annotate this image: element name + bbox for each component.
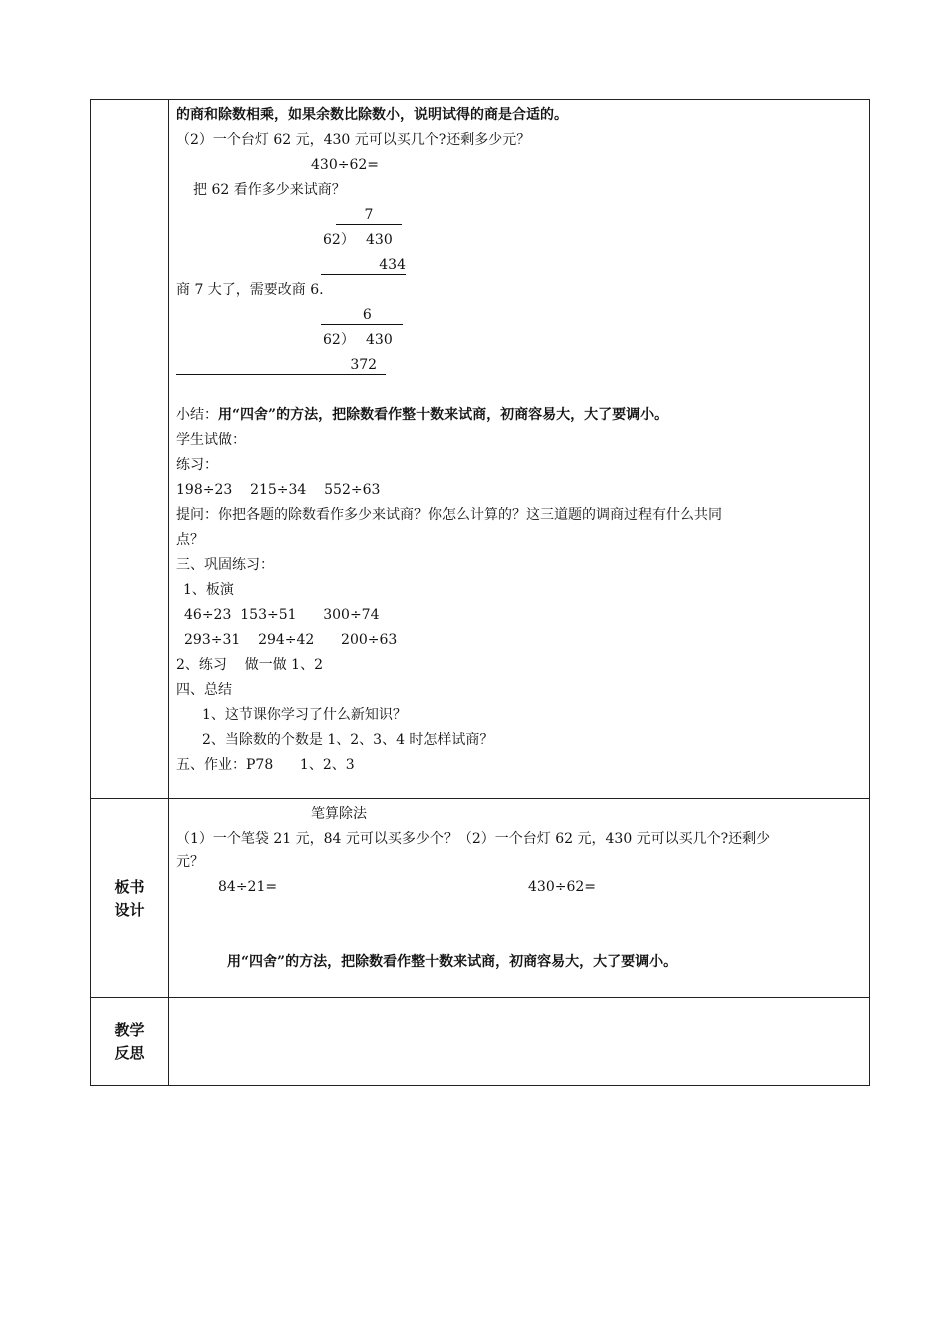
board-equation-2: 430÷62= (528, 879, 596, 895)
calc1-product-value: 434 (321, 256, 406, 275)
board-rule: 用“四舍”的方法，把除数看作整十数来试商，初商容易大，大了要调小。 (227, 954, 678, 970)
calc1-divisor: 62） (323, 232, 355, 248)
calc2-quotient (321, 306, 403, 325)
column-divider (168, 100, 169, 1085)
board-problems-line-1: （1）一个笔袋 21 元，84 元可以买多少个？（2）一个台灯 62 元，430 元可以买几个?还剩少 (176, 831, 771, 847)
conclusion-question-1: 1、这节课你学习了什么新知识？ (202, 707, 407, 723)
process-line-2: （2）一个台灯 62 元，430 元可以买几个?还剩多少元？ (176, 132, 531, 148)
reflection-label (91, 1019, 168, 1065)
question-line-1: 提问：你把各题的除数看作多少来试商？你怎么计算的？这三道题的调商过程有什么共同 (176, 507, 722, 523)
board-problems-line-2: 元？ (176, 854, 204, 870)
practice-label: 练习： (176, 457, 218, 473)
calc2-dividend: 430 (366, 332, 393, 348)
conclusion-heading: 四、总结 (176, 682, 232, 698)
calc1-quotient (336, 206, 402, 225)
summary-prefix: 小结： (176, 407, 218, 423)
process-line-5: 商 7 大了，需要改商 6. (176, 282, 324, 298)
summary-text: 用“四舍”的方法，把除数看作整十数来试商，初商容易大，大了要调小。 (218, 407, 669, 423)
calc1-dividend: 430 (366, 232, 393, 248)
consolidate-heading: 三、巩固练习： (176, 557, 274, 573)
homework: 五、作业：P78 1、2、3 (176, 757, 355, 773)
calc2-quotient-digit: 6 (362, 307, 372, 323)
reflection-label-line-1: 教学 (114, 1021, 145, 1039)
drill-row-1: 46÷23 153÷51 300÷74 (184, 607, 380, 623)
summary (176, 406, 668, 424)
student-try: 学生试做： (176, 432, 246, 448)
board-design-label (91, 876, 168, 922)
board-title: 笔算除法 (311, 806, 367, 822)
process-line-4: 把 62 看作多少来试商？ (193, 182, 346, 198)
exercise: 2、练习 做一做 1、2 (176, 657, 323, 673)
calc2-product-value (176, 356, 386, 375)
calc2-product-digits: 372 (350, 357, 378, 373)
calc2-product (176, 356, 386, 375)
calc1-quotient-value: 7 (336, 206, 402, 225)
calc2-quotient-value (321, 306, 403, 325)
conclusion-question-2: 2、当除数的个数是 1、2、3、4 时怎样试商？ (202, 732, 494, 748)
practice-items: 198÷23 215÷34 552÷63 (176, 482, 381, 498)
process-line-3: 430÷62= (311, 157, 379, 173)
lesson-plan-table (90, 99, 870, 1086)
board-equation-1: 84÷21= (218, 879, 278, 895)
drill-row-2: 293÷31 294÷42 200÷63 (184, 632, 398, 648)
process-line-1: 的商和除数相乘，如果余数比除数小，说明试得的商是合适的。 (176, 107, 568, 123)
reflection-label-line-2: 反思 (114, 1044, 145, 1062)
question-line-2: 点？ (176, 532, 204, 548)
board-drill: 1、板演 (183, 582, 234, 598)
board-label-line-2: 设计 (114, 901, 145, 919)
board-label-line-1: 板书 (114, 878, 145, 896)
row-divider (91, 997, 869, 998)
calc1-product (321, 256, 406, 275)
row-divider (91, 798, 869, 799)
calc2-divisor: 62） (323, 332, 355, 348)
